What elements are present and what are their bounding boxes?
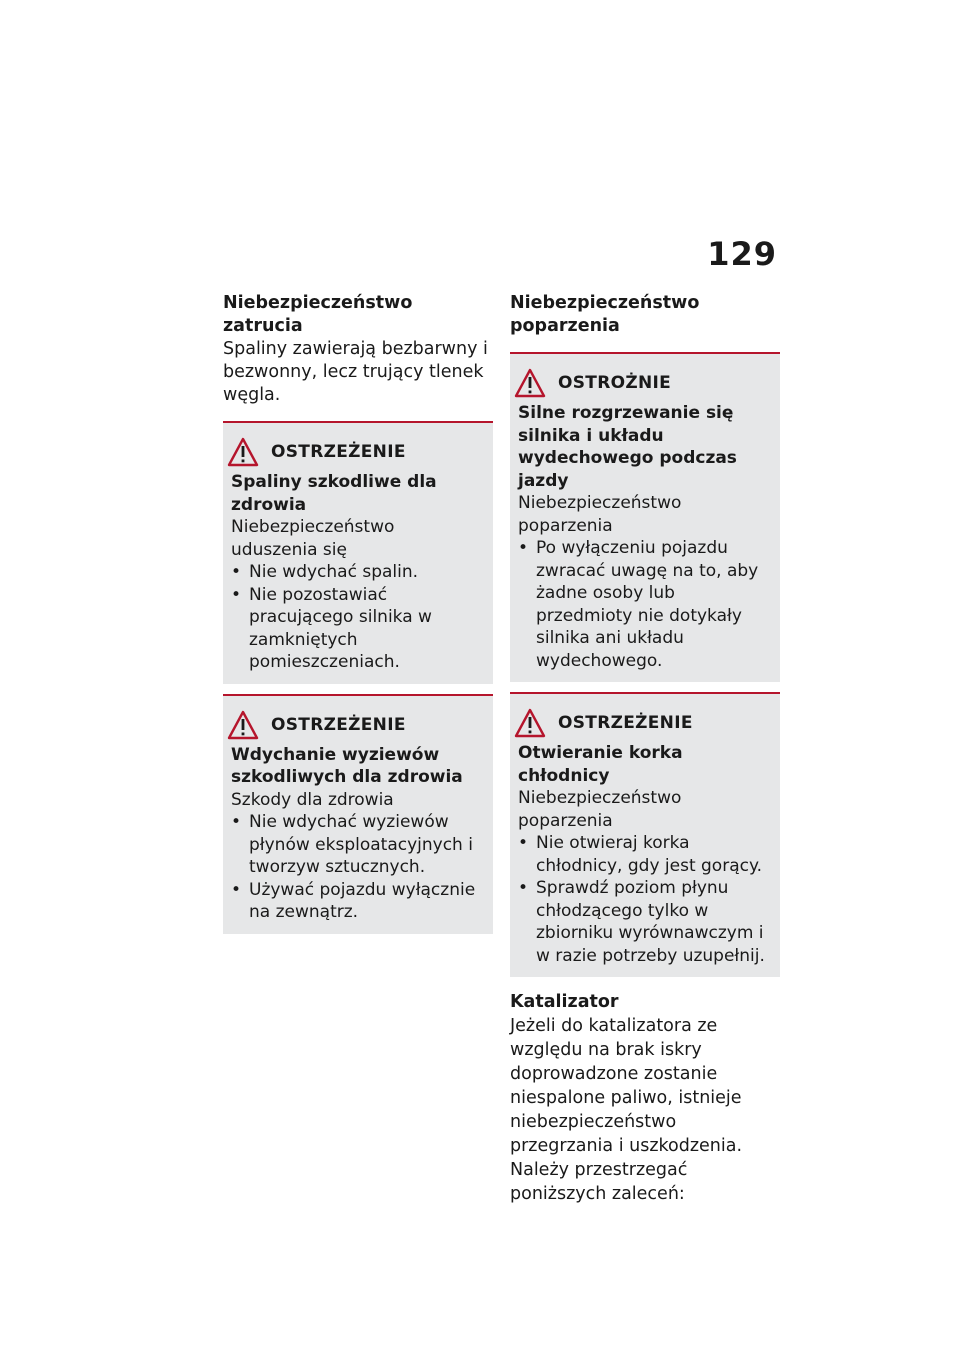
- warning-triangle-icon: [227, 437, 259, 467]
- notice-text: Szkody dla zdrowia: [231, 789, 394, 810]
- notice-label: OSTRZEŻENIE: [558, 713, 693, 733]
- notice-label: OSTRZEŻENIE: [271, 442, 406, 462]
- list-item: • Nie pozostawiać pracującego silnika w zamkniętych pomieszczeniach.: [231, 584, 485, 674]
- right-column: [510, 292, 780, 1206]
- left-column: [223, 292, 493, 934]
- caution-notice-hot-engine: [510, 352, 780, 682]
- notice-label: OSTRZEŻENIE: [271, 714, 406, 735]
- warning-notice-fumes: [223, 694, 493, 934]
- notice-text: Niebezpieczeństwo uduszenia się: [231, 517, 395, 560]
- notice-bullet-list: [518, 537, 772, 672]
- notice-label: OSTROŻNIE: [558, 373, 672, 393]
- list-item: • Nie otwieraj korka chłodnicy, gdy jest gorący.: [518, 832, 772, 877]
- warning-notice-radiator: [510, 692, 780, 977]
- warning-triangle-icon: [514, 368, 546, 398]
- section-text-catalyst-instructions: Należy przestrzegać poniższych zaleceń:: [510, 1160, 688, 1204]
- list-item: • Po wyłączeniu pojazdu zwracać uwagę na to, aby żadne osoby lub przedmioty nie dotykały silnika ani układu wydechowego.: [518, 537, 772, 672]
- notice-title: Otwieranie korka chłodnicy: [518, 743, 683, 786]
- notice-title: Spaliny szkodliwe dla zdrowia: [231, 472, 437, 515]
- section-text-poisoning: Spaliny zawierają bezbarwny i bezwonny, lecz trujący tlenek węgla.: [223, 339, 488, 405]
- notice-bullet-list: [231, 561, 485, 674]
- notice-bullet-list: [518, 832, 772, 967]
- section-title-catalyst: Katalizator: [510, 992, 619, 1012]
- list-item: • Nie wdychać wyziewów płynów eksploatacyjnych i tworzyw sztucznych.: [231, 811, 485, 879]
- list-item: • Sprawdź poziom płynu chłodzącego tylko w zbiorniku wyrównawczym i w razie potrzeby uzupełnij.: [518, 877, 772, 967]
- notice-title: Silne rozgrzewanie się silnika i układu wydechowego podczas jazdy: [518, 403, 737, 491]
- notice-title: Wdychanie wyziewów szkodliwych dla zdrowia: [231, 744, 463, 787]
- warning-triangle-icon: [514, 708, 546, 738]
- list-item: • Używać pojazdu wyłącznie na zewnątrz.: [231, 879, 485, 924]
- section-title-poisoning: Niebezpieczeństwo zatrucia: [223, 293, 413, 336]
- section-text-catalyst: Jeżeli do katalizatora ze względu na brak iskry doprowadzone zostanie niespalone paliwo, istnieje niebezpieczeństwo przegrzania i uszkodzenia.: [510, 1016, 743, 1156]
- notice-text: Niebezpieczeństwo poparzenia: [518, 493, 682, 536]
- warning-notice-exhaust: [223, 421, 493, 684]
- list-item: • Nie wdychać spalin.: [231, 561, 485, 584]
- page-number: 129: [707, 235, 777, 273]
- section-title-burns: Niebezpieczeństwo poparzenia: [510, 293, 700, 336]
- notice-text: Niebezpieczeństwo poparzenia: [518, 788, 682, 831]
- notice-bullet-list: [231, 811, 485, 924]
- warning-triangle-icon: [227, 710, 259, 740]
